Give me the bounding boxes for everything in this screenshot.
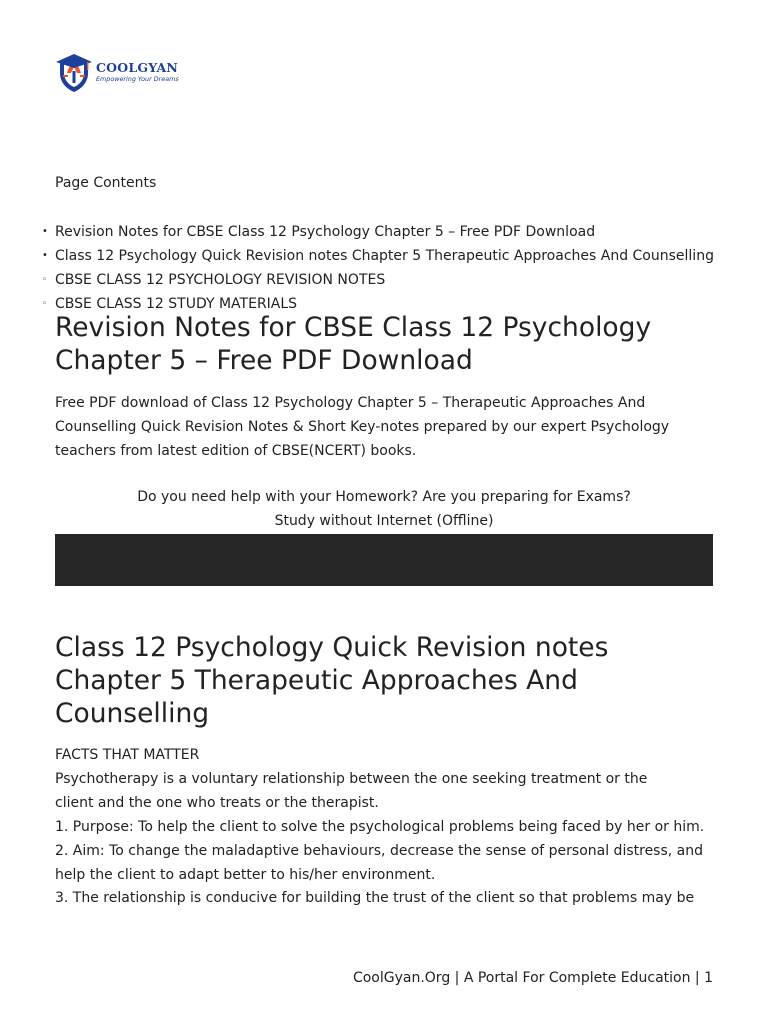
toc-subitem[interactable] (42, 268, 714, 292)
bullet-icon: • (42, 250, 48, 261)
banner[interactable] (55, 534, 713, 586)
page-footer: CoolGyan.Org | A Portal For Complete Education | 1 (352, 970, 713, 986)
toc-item[interactable] (42, 244, 714, 268)
promo-text (55, 485, 713, 533)
table-of-contents (42, 220, 714, 316)
coolgyan-logo[interactable] (54, 50, 194, 94)
intro-paragraph: Free PDF download of Class 12 Psychology Chapter 5 – Therapeutic Approaches And Counselling Quick Revision Notes & Short Key-notes prepared by our expert Psychology teachers from latest edition of CBSE(NCERT) books. (55, 395, 670, 459)
text-line: Psychotherapy is a voluntary relationship between the one seeking treatment or the (55, 770, 648, 787)
section-title: Revision Notes for CBSE Class 12 Psychology Chapter 5 – Free PDF Download (55, 312, 652, 376)
page-contents-heading: Page Contents (55, 175, 157, 191)
graduation-shield-logo-icon (54, 51, 94, 93)
text-line: 1. Purpose: To help the client to solve the psychological problems being faced by her or him. (55, 818, 705, 835)
toc-item-label[interactable]: Revision Notes for CBSE Class 12 Psychology Chapter 5 – Free PDF Download (55, 224, 596, 240)
bullet-icon: • (42, 226, 48, 237)
subheading: FACTS THAT MATTER (55, 747, 200, 763)
promo-question: Do you need help with your Homework? Are you preparing for Exams? (137, 489, 631, 505)
logo-name: COOLGYAN (96, 59, 179, 75)
toc-item-label[interactable]: CBSE CLASS 12 STUDY MATERIALS (55, 296, 298, 312)
logo-tagline: Empowering Your Dreams (96, 75, 179, 84)
notes-body (55, 744, 735, 911)
text-line: client and the one who treats or the therapist. (55, 794, 379, 811)
toc-item[interactable] (42, 220, 714, 244)
text-line: help the client to adapt better to his/her environment. (55, 866, 436, 883)
text-line: 2. Aim: To change the maladaptive behaviours, decrease the sense of personal distress, and (55, 842, 704, 859)
text-line: 3. The relationship is conducive for building the trust of the client so that problems may be (55, 890, 695, 907)
section-heading: Class 12 Psychology Quick Revision notes Chapter 5 Therapeutic Approaches And Counselling (55, 632, 609, 729)
promo-offline: Study without Internet (Offline) (274, 513, 494, 529)
hollow-bullet-icon: ◦ (42, 275, 48, 285)
toc-item-label[interactable]: CBSE CLASS 12 PSYCHOLOGY REVISION NOTES (55, 272, 386, 288)
hollow-bullet-icon: ◦ (42, 299, 48, 309)
toc-item-label[interactable]: Class 12 Psychology Quick Revision notes Chapter 5 Therapeutic Approaches And Counselling (55, 248, 714, 264)
